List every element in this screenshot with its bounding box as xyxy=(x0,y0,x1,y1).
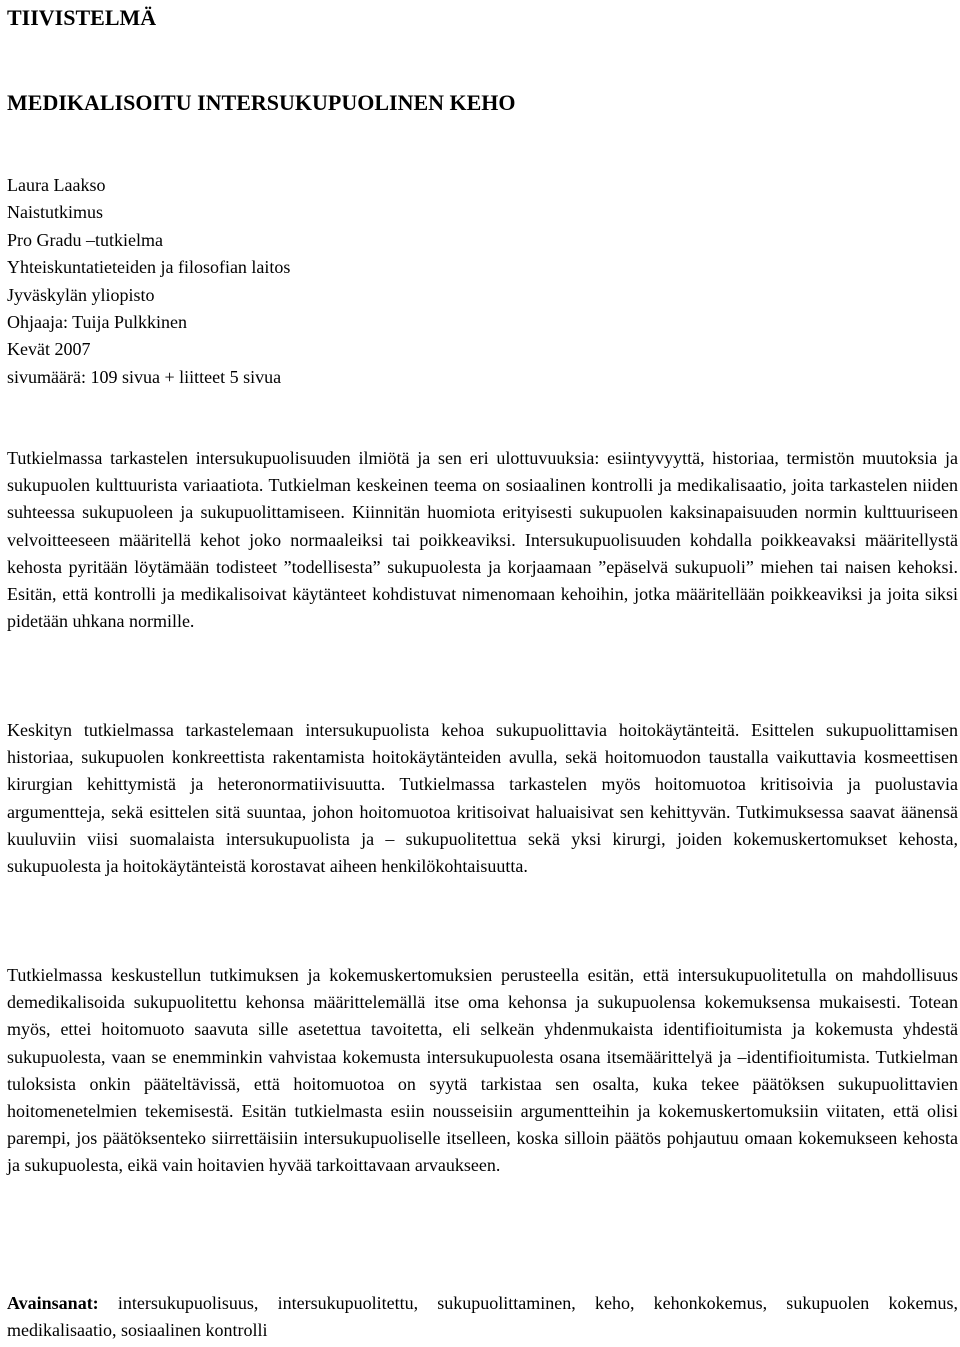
section-title: TIIVISTELMÄ xyxy=(7,5,157,30)
author-name: Laura Laakso xyxy=(7,175,106,195)
supervisor: Ohjaaja: Tuija Pulkkinen xyxy=(7,312,187,333)
abstract-paragraph: Tutkielmassa keskustellun tutkimuksen ja kokemuskertomuksien perusteella esitän, että intersukupuolitetulla on mahdollisuus demedikalisoida sukupuolitettu kehonsa määrittelemällä itse oma kehonsa ja sukupuolensa kokemuksensa mukaisesti. Totean myös, ettei hoitomuoto saavuta sille asetettua tavoitetta, eli selkeän yhdenmukaista identifioitumista ja kokemusta yhdestä sukupuolesta, vaan se enemminkin vahvistaa kokemusta intersukupuolesta osana itsemäärittelyä ja –identifioitumista. Tutkielman tuloksista onkin pääteltävissä, että hoitomuotoa on syytä tarkistaa sen osalta, kuka tekee päätöksen sukupuolittavien hoitomenetelmien tekemisestä. Esitän tutkielmasta esiin nousseisiin argumentteihin ja kokemuskertomuksiin viitaten, että olisi parempi, jos päätöksenteko siirrettäisiin intersukupuoliselle itselleen, koska silloin päätös pohjautuu omaan kokemukseen kehosta ja sukupuolesta, eikä vain hoitavien hyvää tarkoittavaan arvaukseen. xyxy=(7,965,958,1176)
abstract-paragraph: Tutkielmassa tarkastelen intersukupuolisuuden ilmiötä ja sen eri ulottuvuuksia: esiintyvyyttä, historiaa, termistön muutoksia ja sukupuolen kulttuurista variaatiota. Tutkielman keskeinen teema on sosiaalinen kontrolli ja medikalisaatio, joita tarkastelen niiden suhteessa sukupuoleen ja sukupuolittamiseen. Kiinnitän huomiota erityisesti sukupuolen kaksinapaisuuden normin kulttuuriseen velvoitteeseen määritellä kehot joko normaaleiksi tai poikkeaviksi. Intersukupuolisuuden kohdalla poikkeavaksi määritellystä kehosta pyritään löytämään todisteet ”todellisesta” sukupuolesta ja korjaamaan ”epäselvä sukupuoli” miehen tai naisen kehoksi. Esitän, että kontrolli ja medikalisoivat käytänteet kohdistuvat nimenomaan kehoihin, jotka määritellään poikkeaviksi ja joita siksi pidetään uhkana normille. xyxy=(7,448,958,632)
department: Yhteiskuntatieteiden ja filosofian laitos xyxy=(7,257,291,278)
keywords-list: intersukupuolisuus, intersukupuolitettu, sukupuolittaminen, keho, kehonkokemus, sukupuolen kokemus, medikalisaatio, sosiaalinen kontrolli xyxy=(7,1293,958,1341)
page-count: sivumäärä: 109 sivua + liitteet 5 sivua xyxy=(7,366,282,387)
thesis-type: Pro Gradu –tutkielma xyxy=(7,229,163,250)
thesis-title: MEDIKALISOITU INTERSUKUPUOLINEN KEHO xyxy=(7,90,516,115)
keywords xyxy=(7,1290,958,1344)
university: Jyväskylän yliopisto xyxy=(7,284,155,305)
thesis-metadata xyxy=(7,172,290,391)
abstract-paragraph: Keskityn tutkielmassa tarkastelemaan intersukupuolista kehoa sukupuolittavia hoitokäytänteitä. Esittelen sukupuolittamisen historiaa, sukupuolen konkreettista rakentamista hoitokäytänteiden avulla, sekä hoitomuodon taustalla vaikuttavia kosmeettisen kirurgian kehittymistä ja heteronormatiivisuutta. Tutkielmassa tarkastelen myös hoitomuotoa kritisoivia ja puolustavia argumentteja, sekä esittelen sitä suuntaa, johon hoitomuotoa kritisoivat haluaisivat sen kehittyvän. Tutkimuksessa saavat äänensä kuuluviin viisi suomalaista intersukupuolista ja – sukupuolitettua sekä yksi kirurgi, joiden kokemuskertomukset kehosta, sukupuolesta ja hoitokäytänteistä korostavat aiheen henkilökohtaisuutta. xyxy=(7,720,958,877)
keywords-label: Avainsanat: xyxy=(7,1293,99,1313)
subject: Naistutkimus xyxy=(7,202,104,223)
term: Kevät 2007 xyxy=(7,339,91,360)
